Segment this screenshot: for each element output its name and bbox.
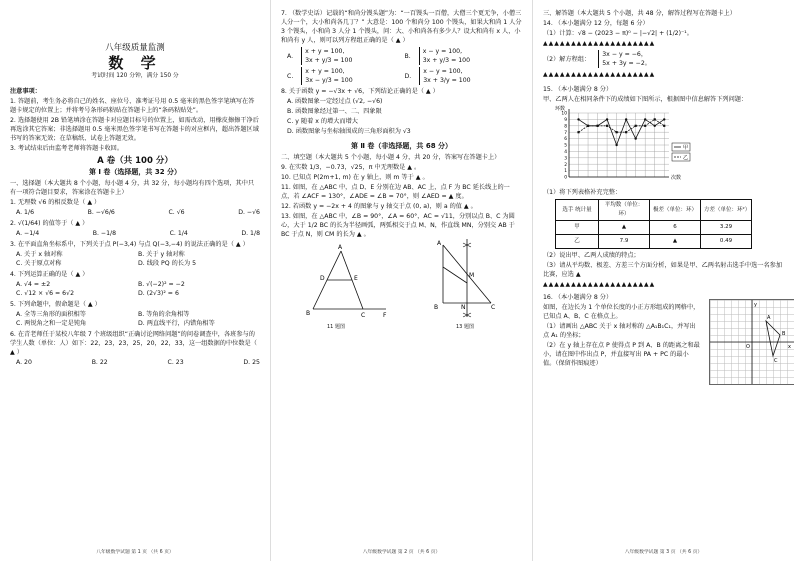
data-point (644, 118, 646, 120)
grid-figure (710, 300, 794, 384)
question-14-title: 14. （本小题满分 12 分，每题 6 分） (543, 20, 649, 27)
question-7-option-c (287, 67, 405, 85)
y-tick-label: 4 (564, 150, 567, 155)
table-cell: 7.9 (599, 235, 650, 249)
data-point (654, 118, 656, 120)
fill-13: 13. 如图，在 △ABC 中，∠B = 90°，∠A = 60°，AC = √11，分别以点 B、C 为圆心，大于 1/2 BC 的长为半径画弧，两弧相交于点 M、N，作直线 MN，分别交 AB 于 BC 于点 N，则 CM 的长为 ▲ 。 (281, 213, 515, 238)
equation-system (301, 47, 352, 65)
table-cell: 6 (650, 221, 701, 235)
data-point (587, 125, 589, 127)
question-15-table-title: （1）将下列表格补充完整： (543, 189, 622, 196)
y-tick-label: 5 (564, 143, 567, 149)
question-14-part-2-label: （2）解方程组： (543, 55, 591, 63)
table-header-cell: 极差（单位：环） (650, 200, 701, 221)
option-b: B. −1/8 (92, 230, 117, 237)
y-tick-label: 1 (564, 169, 567, 175)
paper-2-title: 第 Ⅱ 卷（非选择题，共 68 分） (350, 142, 453, 150)
table-header-cell: 平均数（单位：环） (599, 200, 650, 221)
data-point (596, 125, 598, 127)
y-tick-label: 8 (564, 124, 567, 130)
question-6-options (16, 358, 260, 367)
svg-text:D: D (320, 275, 325, 282)
table-cell: 3.29 (701, 221, 752, 235)
page-footer-1: 八年级数学试题 第 1 页 （共 6 页） (96, 550, 174, 555)
option-label: A. (287, 52, 294, 60)
svg-text:y: y (754, 302, 757, 308)
question-5-stem: 5. 下列命题中，假命题是（ ▲ ） (10, 301, 101, 308)
option-b: B. −√6/6 (87, 209, 115, 216)
question-16-text (543, 293, 701, 368)
question-1-options (16, 208, 260, 217)
note-1: 1. 答题前，考生务必将自己的姓名、座位号、准考证号用 0.5 毫米的黑色签字笔填写在答题卡规定的位置上；并将考号条形码粘贴在答题卡上的“条码粘贴处”。 (10, 98, 255, 114)
note-3: 3. 考试结束后由监考老师将答题卡收回。 (10, 145, 124, 152)
table-row (556, 221, 752, 235)
equation-system (598, 50, 651, 68)
note-2: 2. 选择题使用 2B 铅笔填涂在答题卡对应题目标号的位置上，如需改动，用橡皮擦擦干净后再选涂其它答案；非选择题用 0.5 毫米黑色签字笔书写在答题卡的对应框内，超出答题区域书写的答案无效；在草稿纸、试卷上答题无效。 (10, 117, 259, 142)
table-header-row (556, 200, 752, 221)
option-c: C. 23 (167, 359, 184, 366)
table-header-cell: 选手 统计量 (556, 200, 599, 221)
exam-title: 八年级质量监测 (105, 43, 165, 53)
svg-text:F: F (383, 312, 387, 319)
option-b: B. 22 (91, 359, 108, 366)
question-14-part-1: （1）计算：√8 − (2023 − π)⁰ − |−√2| + (1/2)⁻¹。 (543, 30, 693, 37)
option-a: A. 关于 x 轴对称 (16, 251, 63, 258)
figure-11-caption: 11 题图 (327, 324, 345, 330)
option-b: B. 关于 y 轴对称 (138, 251, 185, 258)
option-label: D. (404, 72, 412, 80)
equation-2: 5x + 3y = −2。 (602, 60, 651, 67)
option-d: D. 1/8 (241, 230, 260, 237)
question-8-option-b: B. 函数图象经过第一、二、四象限 (287, 108, 382, 115)
question-15-part-3: （3）请从平均数、极差、方差三个方面分析，如果是甲、乙两名射击选手中选一名参加比赛，应选 ▲ (543, 262, 783, 278)
equation-system (301, 67, 352, 85)
data-point (606, 118, 608, 120)
y-tick-label: 0 (564, 175, 567, 181)
svg-text:B: B (306, 310, 311, 317)
svg-text:N: N (461, 304, 466, 311)
data-point (577, 118, 579, 120)
svg-text:A: A (437, 240, 442, 247)
exam-page-1 (0, 0, 270, 561)
option-d: D. 25 (243, 359, 260, 366)
option-c: C. √6 (168, 209, 185, 216)
question-7-stem: 7. （数学史话）记载的“和尚分馒头题”为：“一百馒头一百僧，大僧三个更无争，小僧三人分一个，大小和尚各几丁？” 大意是：100 个和尚分 100 个馒头，如果大和尚 1 人分 3 个馒头，小和尚 3 人分 1 个馒头，问：大、小和尚各有多少人？设大和尚有 x 人，小和尚有 y 人，则可以列方程组正确的是（ ▲ ） (281, 10, 522, 44)
option-a: A. 1/6 (16, 209, 35, 216)
question-16-stem: 如图，在边长为 1 个单位长度的小正方形组成的网格中，已知点 A、B、C 在格点上。 (543, 304, 700, 320)
question-15-part-2: （2）说出甲、乙两人成绩的特点； (543, 252, 640, 259)
option-b: B. √(−2)² = −2 (138, 281, 185, 288)
svg-text:x: x (788, 344, 791, 350)
figure-11 (301, 243, 401, 321)
option-a: A. 全等三角形的面积相等 (16, 311, 86, 318)
answer-space-15: ▲▲▲▲▲▲▲▲▲▲▲▲▲▲▲▲▲▲▲▲ (543, 281, 656, 288)
option-c: C. 1/4 (169, 230, 188, 237)
data-point (634, 137, 636, 139)
question-1-stem: 1. 无理数 √6 的相反数是（ ▲ ） (10, 199, 101, 206)
question-14-part-2 (543, 50, 784, 68)
notes-title: 注意事项： (10, 88, 41, 95)
score-line-chart (555, 105, 695, 187)
question-7-option-b (405, 47, 523, 65)
page-footer-2: 八年级数学试题 第 2 页 （共 6 页） (362, 550, 441, 555)
table-cell: 甲 (556, 221, 599, 235)
option-b: B. 等角的余角相等 (138, 311, 190, 318)
table-header-cell: 方差（单位：环²） (701, 200, 752, 221)
equation: x + y = 100, (305, 68, 345, 75)
figure-13-caption: 13 题图 (456, 324, 474, 330)
svg-text:B: B (782, 331, 786, 337)
equation-system (419, 47, 470, 65)
figure-13 (431, 237, 511, 323)
question-7-option-d (405, 67, 523, 85)
question-16-part-2: （2）在 y 轴上存在点 P 使得点 P 到 A、B 的距离之和最小，请在图中作出点 P，并直接写出 PA + PC 的最小值。（保留作图痕迹） (543, 342, 700, 367)
data-point (616, 131, 618, 133)
question-8-option-a: A. 函数图象一定经过点 (√2, −√6) (287, 98, 383, 105)
answer-space-14-1: ▲▲▲▲▲▲▲▲▲▲▲▲▲▲▲▲▲▲▲▲ (543, 40, 656, 47)
question-4-options (16, 280, 260, 298)
equation-1: 3x − y = −6， (602, 51, 648, 58)
data-point (625, 118, 627, 120)
section-3-intro: 三、解答题（本大题共 5 个小题，共 48 分，解答过程写在答题卡上） (543, 10, 736, 17)
svg-text:A: A (338, 244, 343, 251)
question-3-stem: 3. 在平面直角坐标系中，下列关于点 P(−3,4) 与点 Q(−3,−4) 的说法正确的是（ ▲ ） (10, 241, 249, 248)
y-tick-label: 6 (564, 137, 567, 143)
y-tick-label: 3 (564, 156, 567, 162)
svg-text:E: E (354, 275, 358, 282)
option-c: C. √12 × √6 = 6√2 (16, 290, 75, 297)
equation: 3x + y/3 = 100 (422, 57, 471, 64)
y-tick-label: 7 (564, 130, 567, 136)
question-15-stem: 甲、乙两人在相同条件下的成绩如下图所示，根据图中信息解答下列问题： (543, 96, 748, 103)
data-point (663, 125, 665, 127)
chart-area (543, 105, 784, 187)
question-2-stem: 2. √(1/64) 的值等于（ ▲ ） (10, 220, 89, 227)
fill-10: 10. 已知点 P(2m+1, m) 在 y 轴上，则 m 等于 ▲ 。 (281, 174, 429, 181)
svg-text:C: C (361, 312, 366, 319)
x-axis-label: 次数 (671, 175, 682, 181)
data-point (577, 131, 579, 133)
question-6-stem: 6. 在青老师任于某校八年级 7 个班级组织“正确讨论网络问题”的问卷调查中，各班参与的学生人数（单位：人）如下：22，23，23，25，20，22，33，这一组数据的中位数是（ ▲ ） (10, 331, 257, 356)
data-point (663, 118, 665, 120)
question-7-option-a (287, 47, 405, 65)
table-row (556, 235, 752, 249)
data-point (625, 131, 627, 133)
option-label: B. (404, 52, 411, 60)
question-16-block (543, 293, 791, 393)
question-7-options (287, 47, 522, 85)
question-4-stem: 4. 下列运算正确的是（ ▲ ） (10, 271, 89, 278)
question-5-options (16, 310, 260, 328)
equation: x − y = 100, (422, 48, 463, 55)
option-label: C. (287, 72, 294, 80)
question-2-options (16, 229, 260, 238)
fill-11: 11. 如图，在 △ABC 中，点 D、E 分别在边 AB、AC 上，点 F 为 BC 延长线上的一点，若 ∠ACF = 130°，∠ADE = ∠B = 70°，则 ∠AED = ▲ 度。 (281, 184, 510, 200)
equation: x − y = 100, (423, 68, 463, 75)
part-a-title: A 卷（共 100 分） (97, 156, 173, 166)
equation: 3x − y/3 = 100 (305, 77, 353, 84)
coordinate-grid (709, 299, 794, 385)
page-footer-3: 八年级数学试题 第 3 页 （共 6 页） (624, 550, 703, 555)
option-d: D. 两直线平行，内错角相等 (138, 320, 215, 327)
question-16-title: 16. （本小题满分 8 分） (543, 294, 613, 301)
y-tick-label: 9 (564, 118, 567, 123)
exam-page-3 (532, 0, 794, 561)
svg-text:B: B (434, 304, 439, 311)
svg-text:A: A (767, 315, 771, 321)
table-cell: 0.49 (701, 235, 752, 249)
question-8-option-c: C. y 随着 x 的增大而增大 (287, 118, 358, 125)
equation: 3x + y/3 = 100 (305, 57, 353, 64)
option-a: A. 20 (16, 359, 32, 366)
option-d: D. −√6 (238, 209, 260, 216)
stats-table (555, 199, 752, 249)
data-point (635, 125, 637, 127)
answer-space-14-2: ▲▲▲▲▲▲▲▲▲▲▲▲▲▲▲▲▲▲▲▲ (543, 71, 656, 78)
table-cell: ▲ (650, 235, 701, 249)
option-d: D. 线段 PQ 的长为 5 (138, 260, 197, 267)
paper-1-title: 第 Ⅰ 卷（选择题，共 32 分） (88, 168, 182, 176)
option-c: C. 两锐角之和一定是钝角 (16, 320, 87, 327)
time-score: 考试时间 120 分钟，满分 150 分 (91, 73, 179, 79)
option-a: A. √4 = ±2 (16, 281, 51, 288)
question-8-option-d: D. 函数图象与坐标轴围成的三角形面积为 √3 (287, 128, 411, 135)
svg-text:C: C (491, 304, 496, 311)
svg-text:M: M (469, 272, 475, 279)
equation-system (419, 67, 470, 85)
legend-label: 甲 (683, 145, 689, 151)
equation: 3x + 3/y = 100 (423, 77, 471, 84)
question-15-title: 15. （本小题满分 8 分） (543, 86, 613, 93)
figures-area (281, 240, 522, 333)
equation: x + y = 100, (305, 48, 345, 55)
y-tick-label: 2 (564, 162, 567, 168)
data-point (606, 125, 608, 127)
option-c: C. 关于原点对称 (16, 260, 62, 267)
question-16-part-1: （1）请画出 △ABC 关于 x 轴对称的 △A₁B₁C₁，并写出点 A₁ 的坐标； (543, 323, 696, 339)
exam-page-2 (270, 0, 532, 561)
fill-12: 12. 若函数 y = −2x + 4 的图象与 y 轴交于点 (0, a)，则 a 的值 ▲ 。 (281, 203, 477, 210)
section-1-intro: 一、选择题（本大题共 8 个小题，每小题 4 分，共 32 分，每小题均有四个选项，其中只有一项符合题目要求，答案涂在答题卡上） (10, 180, 255, 196)
option-d: D. (2√3)² = 6 (138, 290, 179, 297)
y-axis-label: 环数 (555, 106, 566, 112)
question-list (10, 198, 260, 367)
question-8-stem: 8. 关于函数 y = −√3x + √6，下列结论正确的是（ ▲ ） (281, 88, 439, 95)
data-point (615, 144, 617, 146)
legend-label: 乙 (683, 155, 689, 161)
question-3-options (16, 250, 260, 268)
table-cell: ▲ (599, 221, 650, 235)
svg-text:C: C (774, 358, 778, 364)
subject-title: 数 学 (108, 54, 162, 72)
section-2-intro: 二、填空题（本大题共 5 个小题，每小题 4 分，共 20 分，答案写在答题卡上） (281, 154, 501, 161)
data-point (644, 125, 646, 127)
table-cell: 乙 (556, 235, 599, 249)
svg-text:O: O (746, 344, 750, 350)
fill-9: 9. 在实数 1/3，−0.73，√25，π 中无理数是 ▲ 。 (281, 164, 421, 171)
option-a: A. −1/4 (16, 230, 40, 237)
data-point (654, 125, 656, 127)
y-tick-label: 10 (561, 111, 567, 117)
